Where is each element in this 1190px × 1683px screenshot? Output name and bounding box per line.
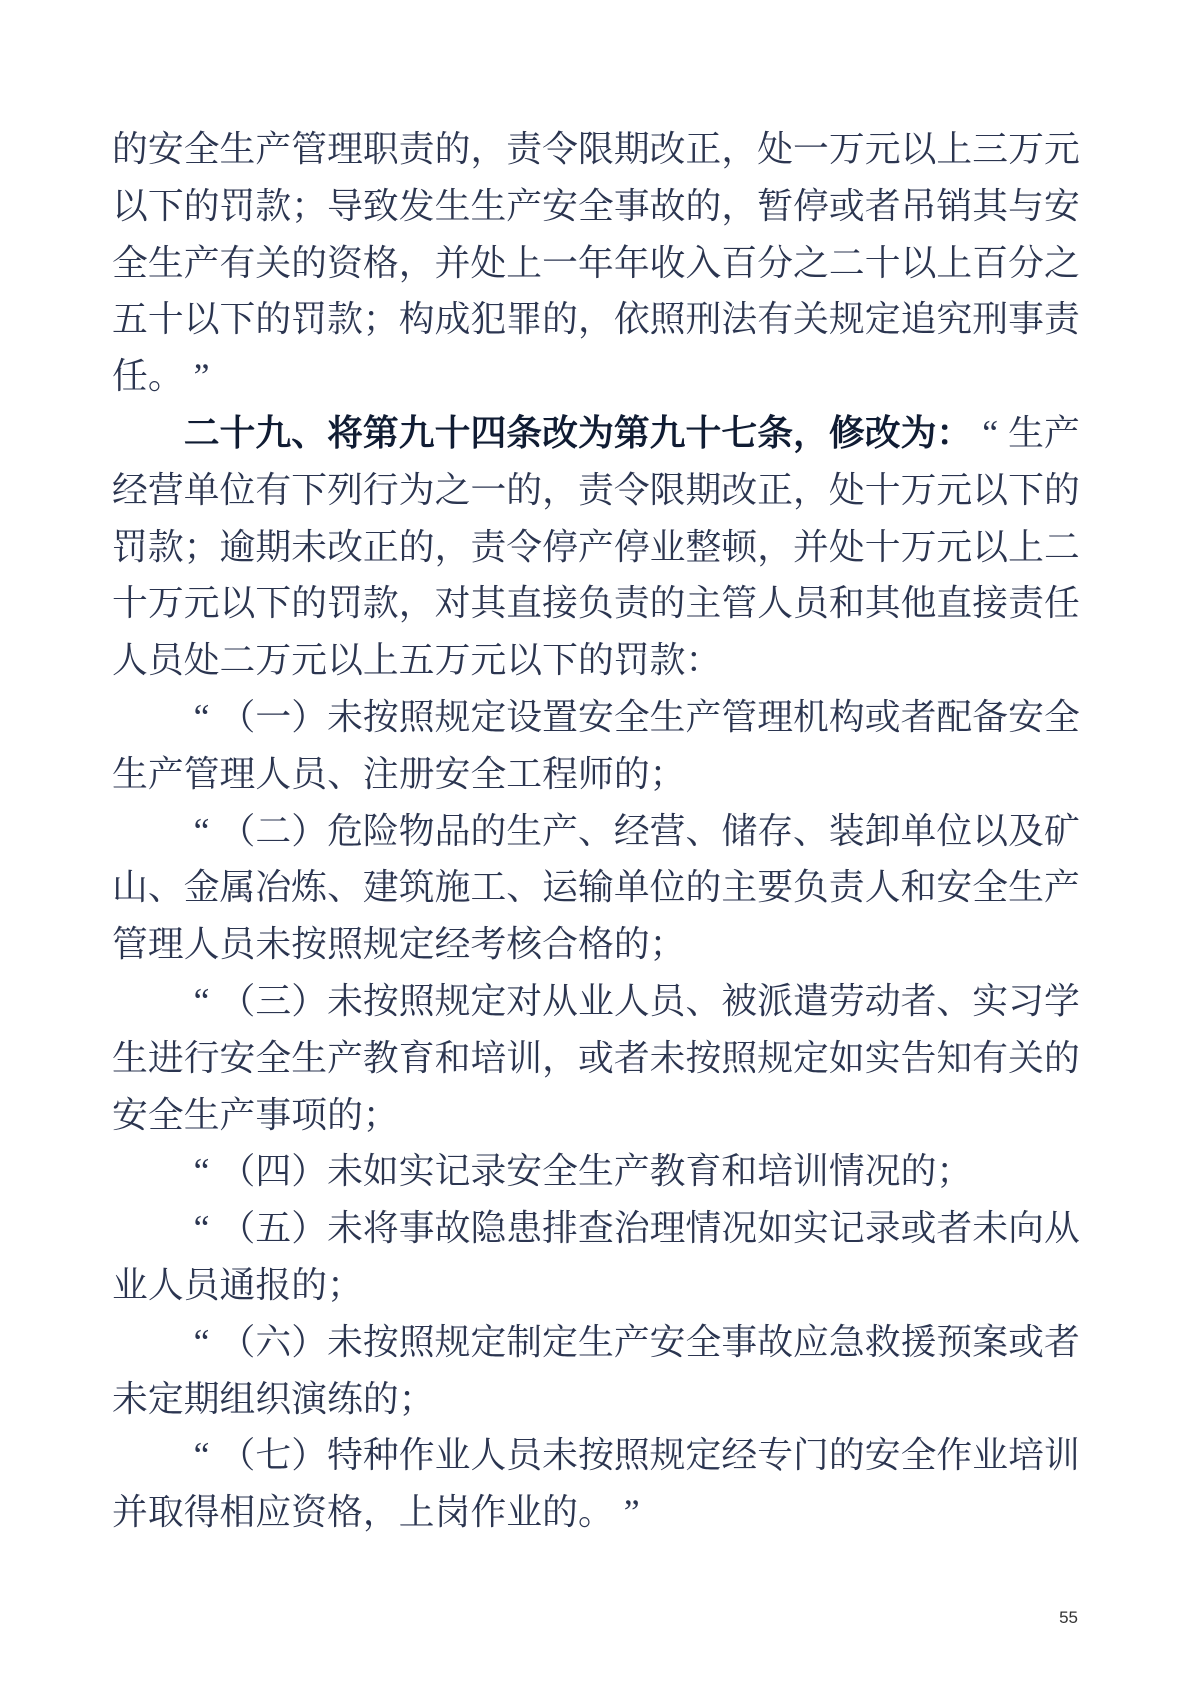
text-line: 二十九、将第九十四条改为第九十七条，修改为： “ 生产 <box>183 412 1080 453</box>
text-line: 全生产有关的资格，并处上一年年收入百分之二十以上百分之 <box>112 242 1080 283</box>
text-line: 山、金属冶炼、建筑施工、运输单位的主要负责人和安全生产 <box>112 867 1080 908</box>
text-line: 生进行安全生产教育和培训，或者未按照规定如实告知有关的 <box>112 1037 1080 1078</box>
text-line: 业人员通报的； <box>112 1264 363 1305</box>
text-line: “ （六）未按照规定制定生产安全事故应急救援预案或者 <box>193 1321 1080 1362</box>
text-line: 未定期组织演练的； <box>112 1378 435 1419</box>
text-line: 人员处二万元以上五万元以下的罚款： <box>112 640 722 681</box>
text-line: 罚款；逾期未改正的，责令停产停业整顿，并处十万元以上二 <box>112 526 1080 567</box>
text-line: 并取得相应资格，上岗作业的。 ” <box>112 1492 640 1533</box>
text-line: 生产管理人员、注册安全工程师的； <box>112 753 686 794</box>
text-line: “ （二）危险物品的生产、经营、储存、装卸单位以及矿 <box>193 810 1080 851</box>
text-line: 经营单位有下列行为之一的，责令限期改正，处十万元以下的 <box>112 469 1080 510</box>
text-line: 管理人员未按照规定经考核合格的； <box>112 924 686 965</box>
text-line: 任。 ” <box>112 356 210 397</box>
text-line: “ （三）未按照规定对从业人员、被派遣劳动者、实习学 <box>193 980 1080 1021</box>
page-number: 55 <box>1059 1608 1078 1627</box>
text-line: 的安全生产管理职责的，责令限期改正，处一万元以上三万元 <box>112 129 1080 169</box>
text-line: 五十以下的罚款；构成犯罪的，依照刑法有关规定追究刑事责 <box>112 299 1080 340</box>
text-line: “ （四）未如实记录安全生产教育和培训情况的； <box>193 1151 973 1192</box>
text-line: “ （五）未将事故隐患排查治理情况如实记录或者未向从 <box>193 1208 1080 1249</box>
text-line: 十万元以下的罚款，对其直接负责的主管人员和其他直接责任 <box>112 583 1080 624</box>
text-line: “ （一）未按照规定设置安全生产管理机构或者配备安全 <box>193 696 1080 737</box>
document-body <box>112 121 1082 1541</box>
text-line: 安全生产事项的； <box>112 1094 399 1135</box>
text-line: “ （七）特种作业人员未按照规定经专门的安全作业培训 <box>193 1435 1080 1476</box>
text-line: 以下的罚款；导致发生生产安全事故的，暂停或者吊销其与安 <box>112 185 1080 226</box>
